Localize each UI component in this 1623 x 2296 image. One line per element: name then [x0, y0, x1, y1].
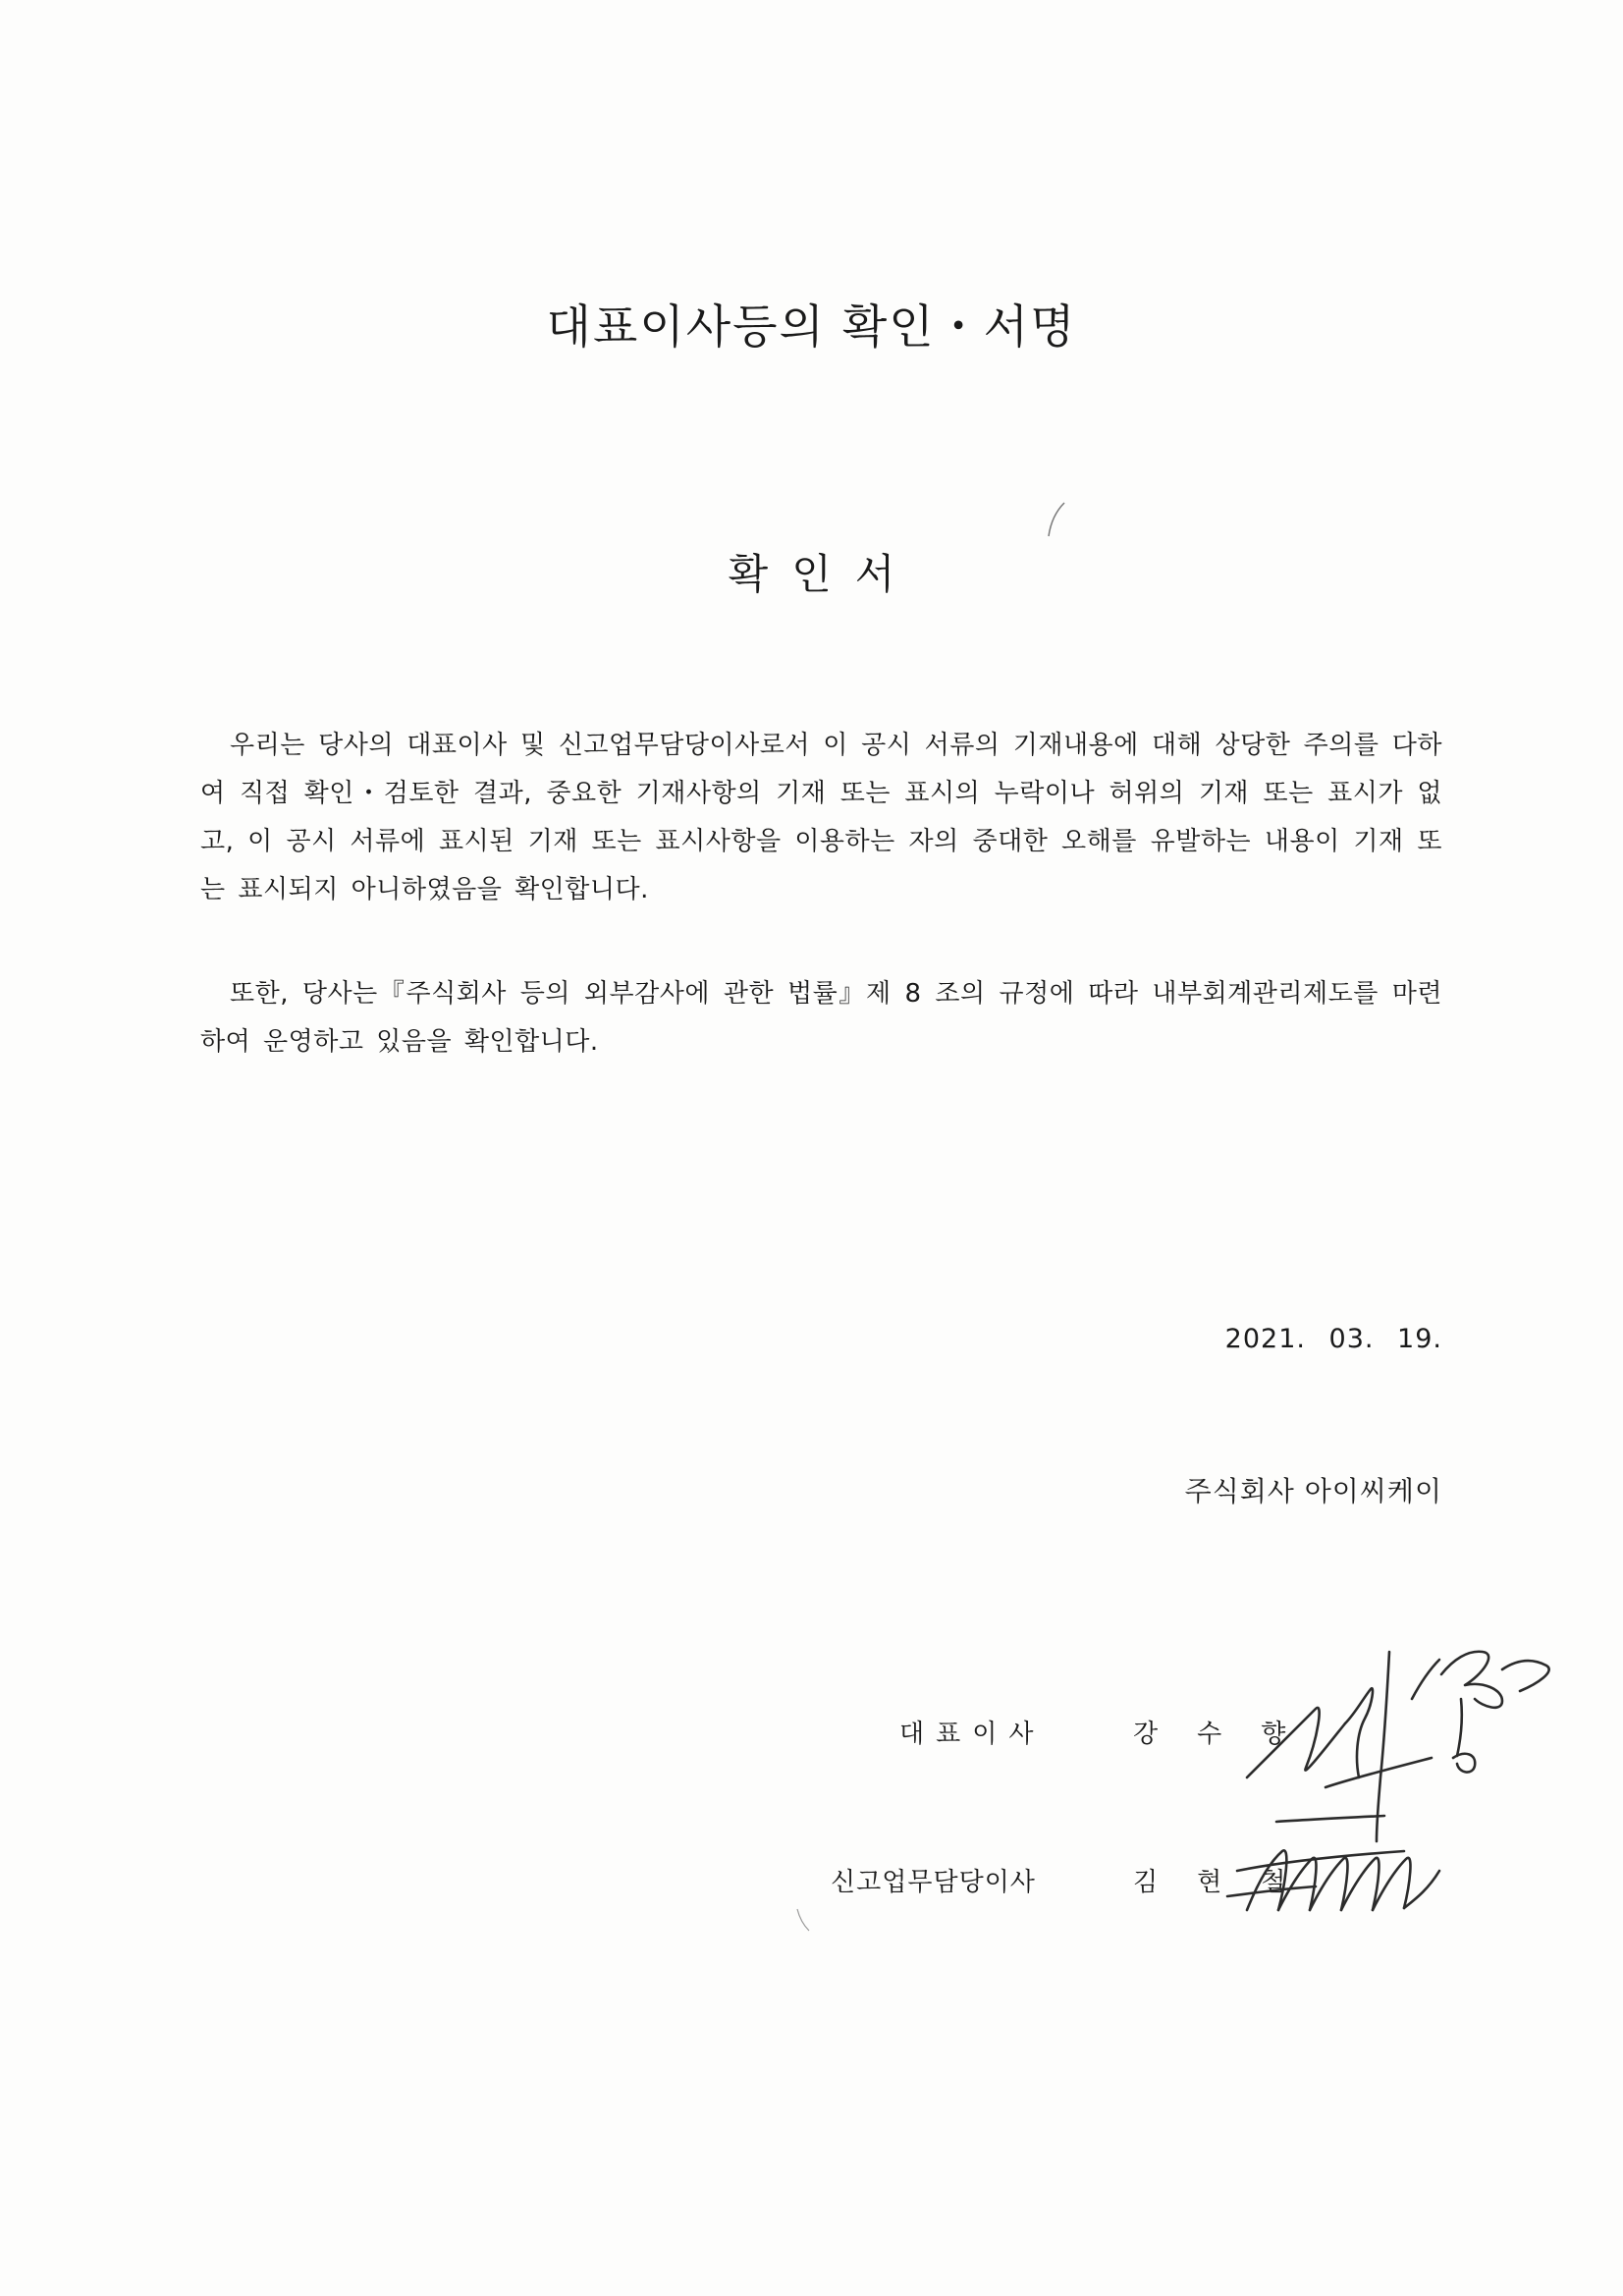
- document-date: 2021. 03. 19.: [1224, 1324, 1442, 1354]
- internal-control-paragraph: 또한, 당사는『주식회사 등의 외부감사에 관한 법률』제 8 조의 규정에 따라 내부회계관리제도를 마련하여 운영하고 있음을 확인합니다.: [200, 979, 1442, 1057]
- signatory-title: 대표이사: [899, 1720, 1046, 1749]
- page-title: 대표이사등의 확인・서명: [546, 301, 1077, 355]
- document-subtitle: 확인서: [728, 550, 919, 598]
- pen-mark-icon: [1043, 501, 1072, 540]
- pen-mark-icon: [793, 1905, 813, 1935]
- signatory-name: 강수향: [1133, 1720, 1325, 1749]
- signatory-name: 김현철: [1133, 1868, 1325, 1897]
- confirmation-paragraph: 우리는 당사의 대표이사 및 신고업무담당이사로서 이 공시 서류의 기재내용에 대해 상당한 주의를 다하여 직접 확인・검토한 결과, 중요한 기재사항의 기재 또는 표시의 누락이나 허위의 기재 또는 표시가 없고, 이 공시 서류에 표시된 기재 또는 표시사항을 이용하는 자의 중대한 오해를 유발하는 내용이 기재 또는 표시되지 아니하였음을 확인합니다.: [200, 731, 1442, 904]
- signatory-title: 신고업무담당이사: [831, 1868, 1036, 1897]
- company-name: 주식회사 아이씨케이: [1184, 1475, 1442, 1507]
